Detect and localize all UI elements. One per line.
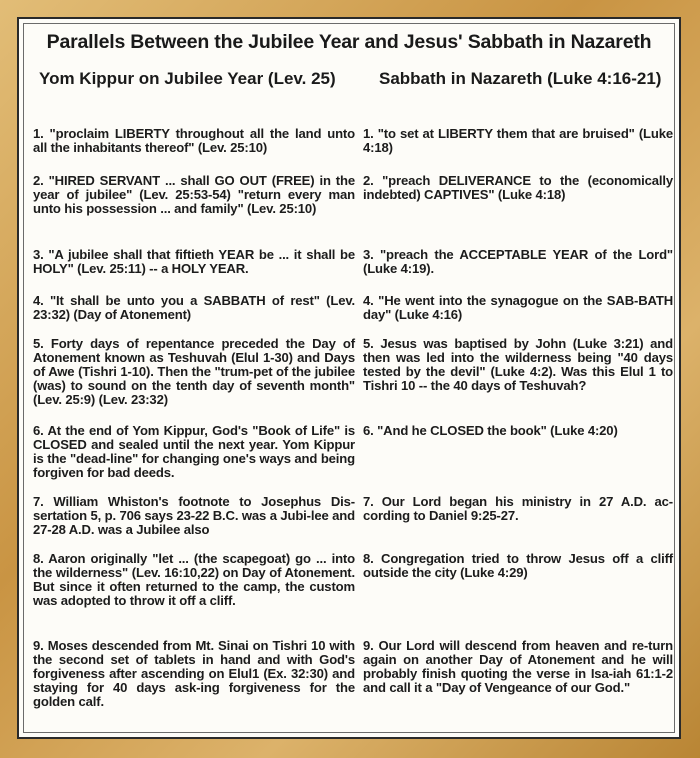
jubilee-item-1: 1. "proclaim LIBERTY throughout all the land unto all the inhabitants thereof" (Lev. 25:10)	[33, 126, 355, 155]
nazareth-item-7: 7. Our Lord began his ministry in 27 A.D. ac-cording to Daniel 9:25-27.	[363, 494, 673, 523]
nazareth-item-8: 8. Congregation tried to throw Jesus off a cliff outside the city (Luke 4:29)	[363, 551, 673, 580]
document-panel	[17, 17, 681, 739]
jubilee-item-2: 2. "HIRED SERVANT ... shall GO OUT (FREE) in the year of jubilee" (Lev. 25:53-54) "return every man unto his possession ... and family" (Lev. 25:10)	[33, 173, 355, 216]
jubilee-item-9: 9. Moses descended from Mt. Sinai on Tishri 10 with the second set of tablets in hand and with God's forgiveness after ascending on Elul1 (Ex. 32:30) and staying for 40 days ask-ing forgiveness for the golden calf.	[33, 638, 355, 709]
jubilee-item-3: 3. "A jubilee shall that fiftieth YEAR be ... it shall be HOLY" (Lev. 25:11) -- a HOLY YEAR.	[33, 247, 355, 276]
left-column-header: Yom Kippur on Jubilee Year (Lev. 25)	[39, 69, 336, 88]
nazareth-item-5: 5. Jesus was baptised by John (Luke 3:21) and then was led into the wilderness being "40 days tested by the devil" (Luke 4:2). Was this Elul 1 to Tishri 10 -- the 40 days of Teshuvah?	[363, 336, 673, 393]
jubilee-item-5: 5. Forty days of repentance preceded the Day of Atonement known as Teshuvah (Elul 1-30) and Days of Awe (Tishri 1-10). Then the "trum-pet of the jubilee (was) to sound on the tenth day of seventh month" (Lev. 25:9) (Lev. 23:32)	[33, 336, 355, 407]
nazareth-item-4: 4. "He went into the synagogue on the SAB-BATH day" (Luke 4:16)	[363, 293, 673, 322]
jubilee-item-8: 8. Aaron originally "let ... (the scapegoat) go ... into the wilderness" (Lev. 16:10,22) on Day of Atonement. But since it often returned to the camp, the custom was adopted to throw it off a cliff.	[33, 551, 355, 608]
nazareth-item-9: 9. Our Lord will descend from heaven and re-turn again on another Day of Atonement and he will probably finish quoting the verse in Isa-iah 61:1-2 and call it a "Day of Vengeance of our God."	[363, 638, 673, 695]
right-column-header: Sabbath in Nazareth (Luke 4:16-21)	[379, 69, 662, 88]
jubilee-item-6: 6. At the end of Yom Kippur, God's "Book of Life" is CLOSED and sealed until the next year. Yom Kippur is the "dead-line" for changing one's ways and being forgiven for bad deeds.	[33, 423, 355, 480]
jubilee-item-7: 7. William Whiston's footnote to Josephus Dis-sertation 5, p. 706 says 23-22 B.C. was a Jubi-lee and 27-28 A.D. was a Jubilee also	[33, 494, 355, 537]
jubilee-item-4: 4. "It shall be unto you a SABBATH of rest" (Lev. 23:32) (Day of Atonement)	[33, 293, 355, 322]
nazareth-item-6: 6. "And he CLOSED the book" (Luke 4:20)	[363, 423, 618, 438]
nazareth-item-3: 3. "preach the ACCEPTABLE YEAR of the Lord" (Luke 4:19).	[363, 247, 673, 276]
document-title: Parallels Between the Jubilee Year and Jesus' Sabbath in Nazareth	[46, 31, 652, 53]
nazareth-item-1: 1. "to set at LIBERTY them that are bruised" (Luke 4:18)	[363, 126, 673, 155]
nazareth-item-2: 2. "preach DELIVERANCE to the (economically indebted) CAPTIVES" (Luke 4:18)	[363, 173, 673, 202]
